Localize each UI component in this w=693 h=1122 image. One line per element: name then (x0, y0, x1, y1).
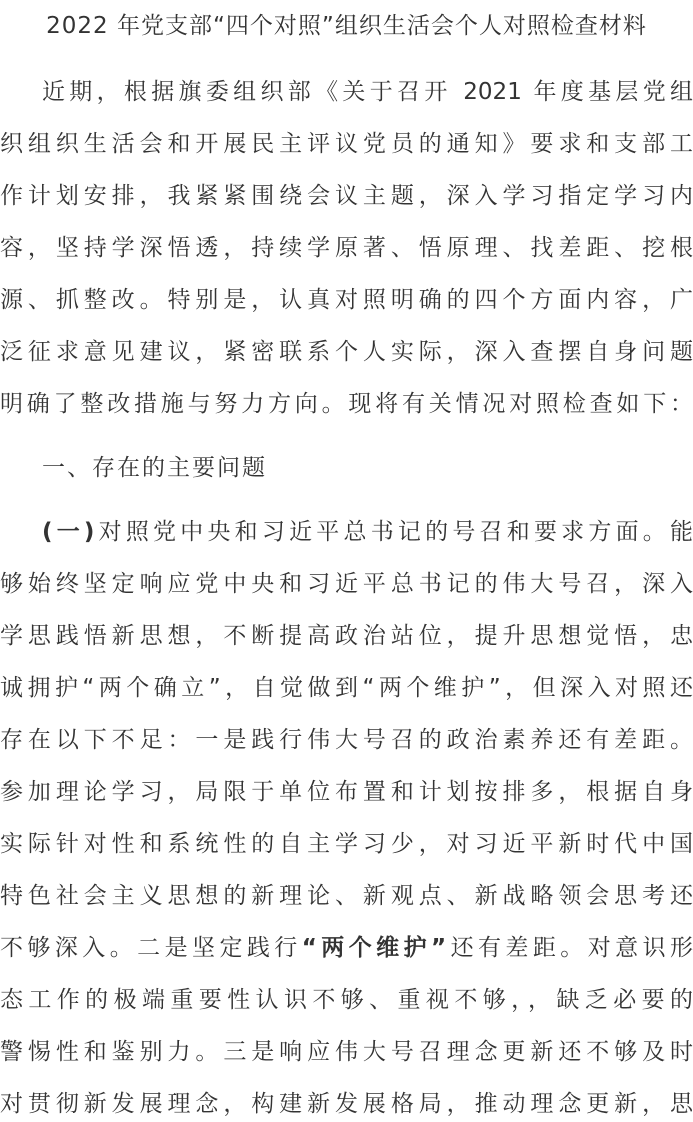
intro-line-5: 源、抓整改。特别是，认真对照明确的四个方面内容，广 (0, 287, 693, 313)
body-line-15: 特色社会主义思想的新理论、新观点、新战略领会思考还 (0, 883, 693, 909)
body-line-16-part-1: 不够深入。二是坚定践行 (0, 935, 302, 961)
body-line-18: 警惕性和鉴别力。三是响应伟大号召理念更新还不够及时 (0, 1039, 693, 1065)
body-line-14: 实际针对性和系统性的自主学习少，对习近平新时代中国 (0, 831, 693, 857)
subsection-first-line-text: 对照党中央和习近平总书记的号召和要求方面。能 (94, 519, 693, 545)
body-line-12: 存在以下不足：一是践行伟大号召的政治素养还有差距。 (0, 727, 693, 753)
document-title: 2022 年党支部“四个对照”组织生活会个人对照检查材料 (46, 13, 647, 39)
intro-line-3: 作计划安排，我紧紧围绕会议主题，深入学习指定学习内 (0, 183, 693, 209)
intro-line-1: 近期，根据旗委组织部《关于召开 2021 年度基层党组 (42, 79, 693, 105)
body-line-13: 参加理论学习，局限于单位布置和计划按排多，根据自身 (0, 779, 693, 805)
intro-line-4: 容，坚持学深悟透，持续学原著、悟原理、找差距、挖根 (0, 235, 693, 261)
body-line-16 (0, 930, 693, 966)
subsection-label: (一) (42, 519, 95, 545)
body-line-11: 诚拥护“两个确立”，自觉做到“两个维护”，但深入对照还 (0, 675, 693, 701)
body-line-16-part-2: 还有差距。对意识形 (446, 935, 693, 961)
subsection-first-line (42, 514, 693, 550)
body-line-17: 态工作的极端重要性认识不够、重视不够，，缺乏必要的 (0, 987, 693, 1013)
body-line-16-bold: “两个维护” (301, 935, 447, 961)
intro-line-2: 织组织生活会和开展民主评议党员的通知》要求和支部工 (0, 131, 693, 157)
intro-line-6: 泛征求意见建议，紧密联系个人实际，深入查摆自身问题 (0, 339, 693, 365)
body-line-10: 学思践悟新思想，不断提高政治站位，提升思想觉悟，忠 (0, 623, 693, 649)
body-line-19-partial: 对贯彻新发展理念，构建新发展格局，推动理念更新，思 (0, 1091, 693, 1117)
intro-line-7: 明确了整改措施与努力方向。现将有关情况对照检查如下： (0, 391, 693, 417)
body-line-9: 够始终坚定响应党中央和习近平总书记的伟大号召，深入 (0, 571, 693, 597)
section-heading: 一、存在的主要问题 (42, 455, 267, 481)
